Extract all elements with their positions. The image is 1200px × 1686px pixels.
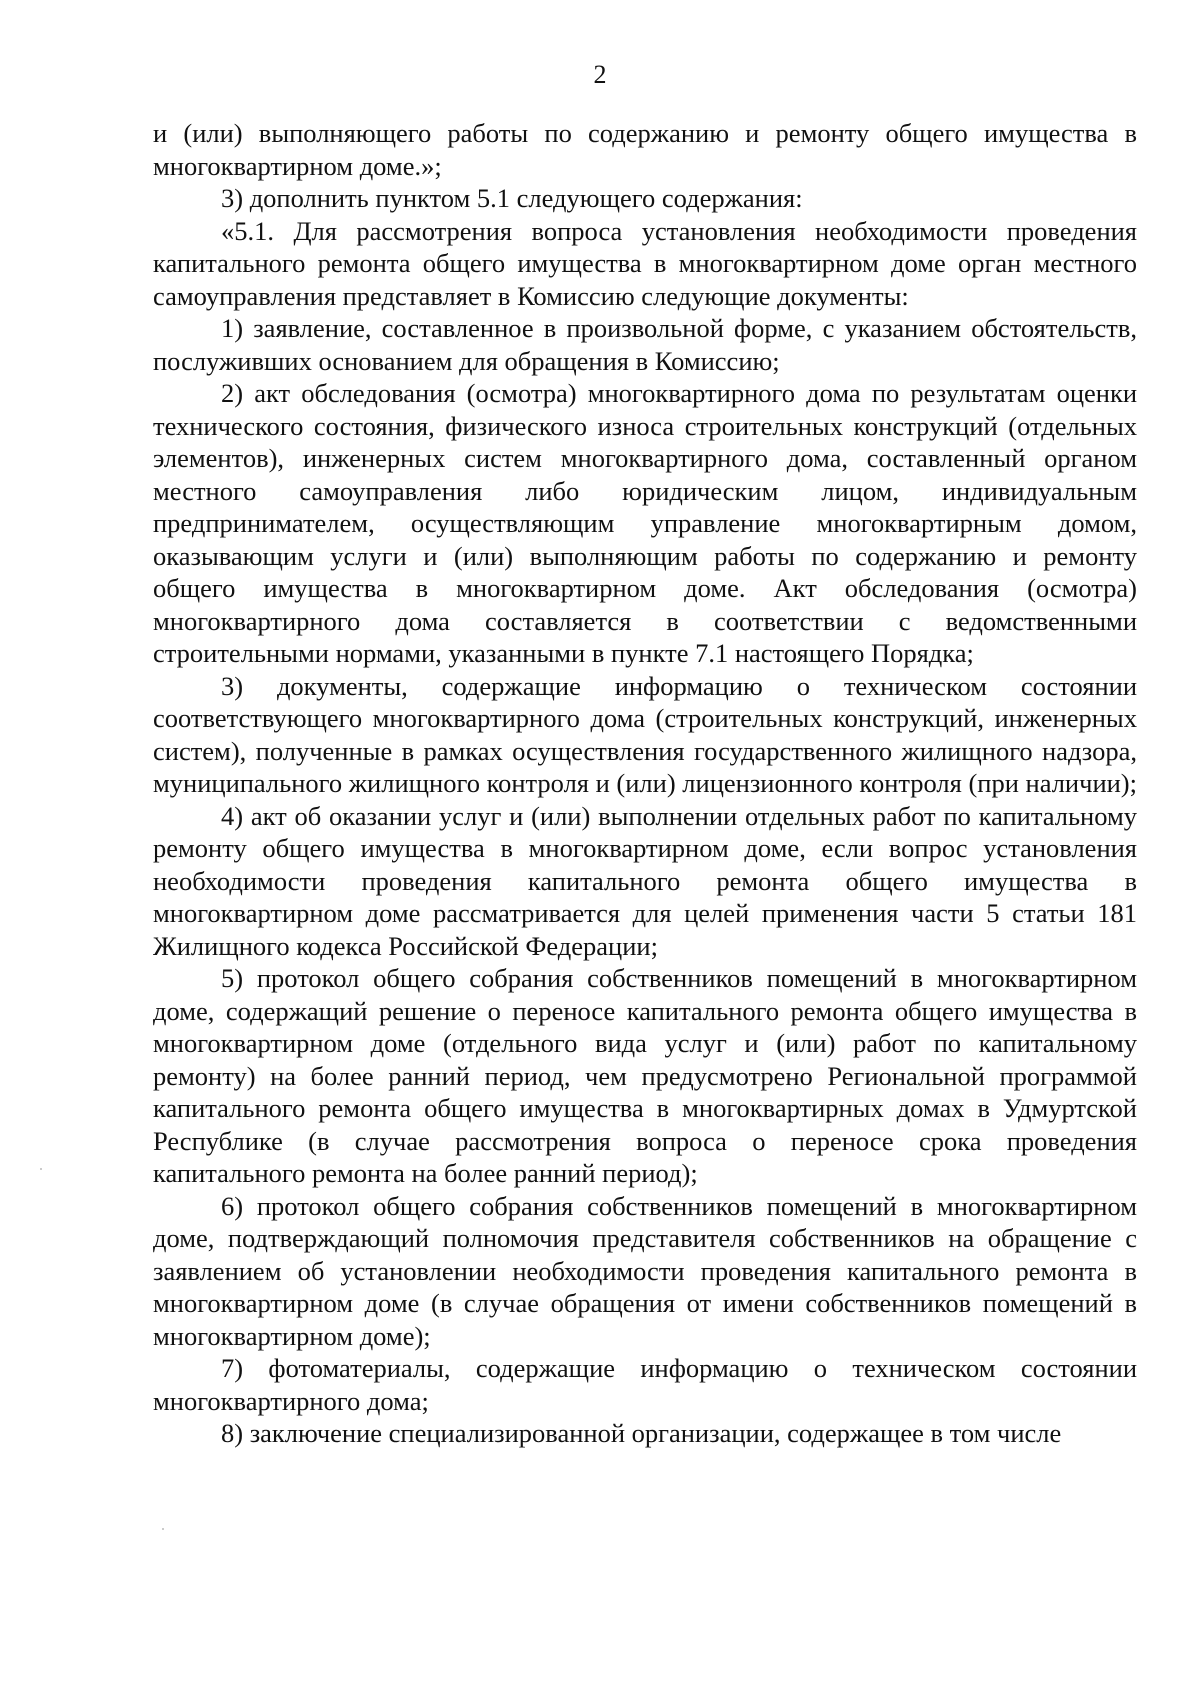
scan-speck	[40, 1168, 42, 1170]
list-item-5: 5) протокол общего собрания собственников помещений в многоквартирном доме, содержащий решение о переносе капитального ремонта общего имущества в многоквартирном доме (отдельного вида услуг и (или) работ по капитальному ремонту) на более ранний период, чем предусмотрено Региональной программой капитального ремонта общего имущества в многоквартирных домах в Удмуртской Республике (в случае рассмотрения вопроса о переносе срока проведения капитального ремонта на более ранний период);	[153, 963, 1137, 1188]
scan-speck	[162, 1528, 164, 1530]
paragraph-amendment-3: 3) дополнить пунктом 5.1 следующего содержания:	[221, 183, 803, 213]
list-item-3: 3) документы, содержащие информацию о техническом состоянии соответствующего многоквартирного дома (строительных конструкций, инженерных систем), полученные в рамках осуществления государственного жилищного надзора, муниципального жилищного контроля и (или) лицензионного контроля (при наличии);	[153, 670, 1137, 798]
list-item-2: 2) акт обследования (осмотра) многоквартирного дома по результатам оценки технического состояния, физического износа строительных конструкций (отдельных элементов), инженерных систем многоквартирного дома, составленный органом местного самоуправления либо юридическим лицом, индивидуальным предпринимателем, осуществляющим управление многоквартирным домом, оказывающим услуги и (или) выполняющим работы по содержанию и ремонту общего имущества в многоквартирном доме. Акт обследования (осмотра) многоквартирного дома составляется в соответствии с ведомственными строительными нормами, указанными в пункте 7.1 настоящего Порядка;	[153, 378, 1137, 668]
list-item-6: 6) протокол общего собрания собственников помещений в многоквартирном доме, подтверждающий полномочия представителя собственников на обращение с заявлением об установлении необходимости проведения капитального ремонта в многоквартирном доме (в случае обращения от имени собственников помещений в многоквартирном доме);	[153, 1190, 1137, 1351]
list-item-8: 8) заключение специализированной организации, содержащее в том числе	[221, 1418, 1062, 1448]
document-body	[153, 117, 1137, 1450]
list-item-7: 7) фотоматериалы, содержащие информацию о техническом состоянии многоквартирного дома;	[153, 1353, 1137, 1416]
paragraph-clause-5-1: «5.1. Для рассмотрения вопроса установления необходимости проведения капитального ремонта общего имущества в многоквартирном доме орган местного самоуправления представляет в Комиссию следующие документы:	[153, 215, 1137, 311]
page-number: 2	[593, 60, 607, 89]
list-item-1: 1) заявление, составленное в произвольной форме, с указанием обстоятельств, послуживших основанием для обращения в Комиссию;	[153, 313, 1137, 376]
list-item-4: 4) акт об оказании услуг и (или) выполнении отдельных работ по капитальному ремонту общего имущества в многоквартирном доме, если вопрос установления необходимости проведения капитального ремонта общего имущества в многоквартирном доме рассматривается для целей применения части 5 статьи 181 Жилищного кодекса Российской Федерации;	[153, 800, 1137, 961]
paragraph-continuation: и (или) выполняющего работы по содержанию и ремонту общего имущества в многоквартирном доме.»;	[153, 118, 1137, 181]
